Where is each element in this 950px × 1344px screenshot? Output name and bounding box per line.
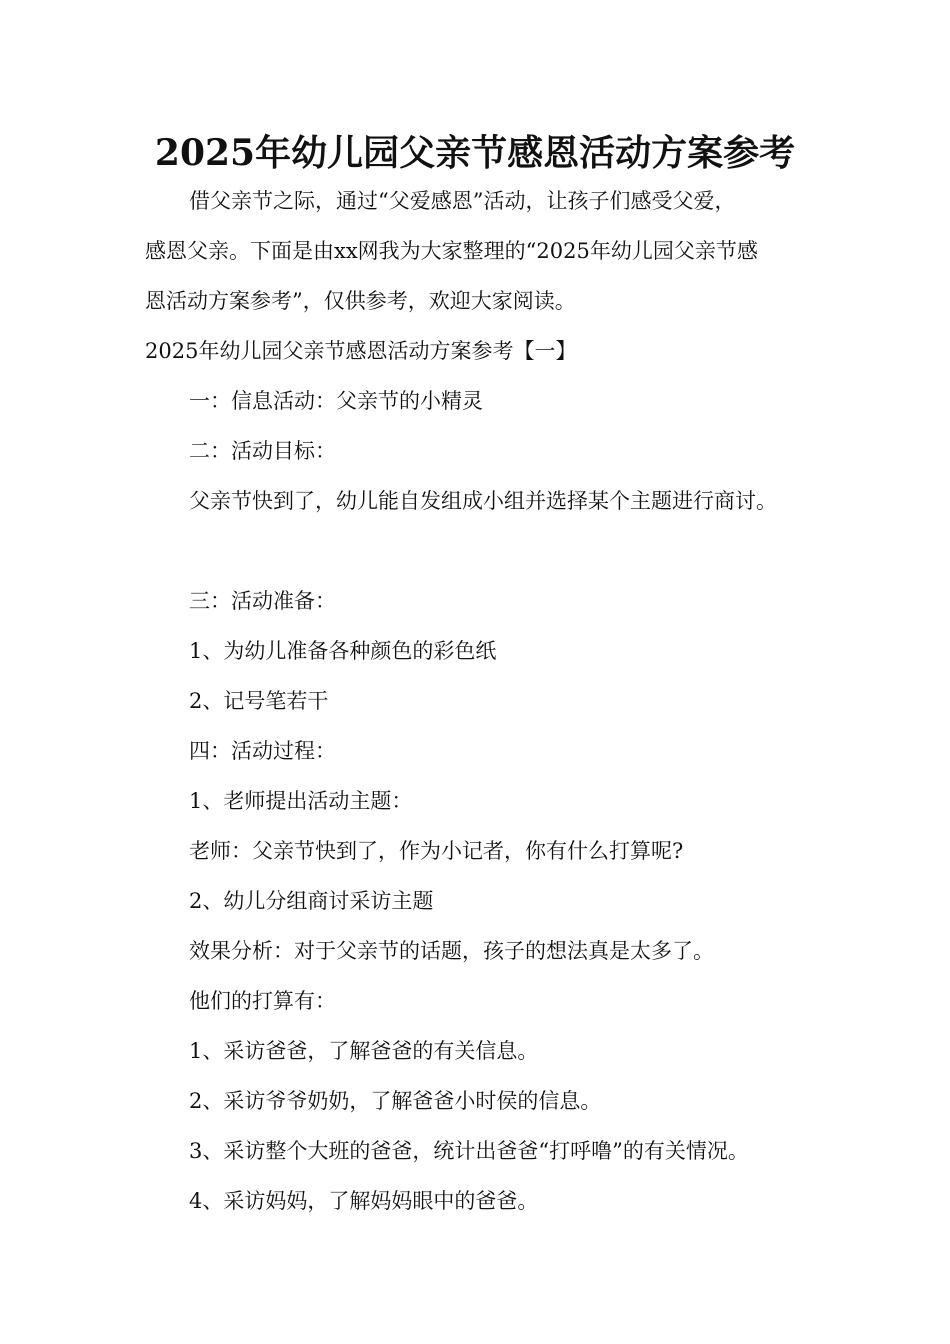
body-line-process-2: 2、幼儿分组商讨采访主题	[189, 889, 434, 913]
body-line-plan-4: 4、采访妈妈，了解妈妈眼中的爸爸。	[189, 1189, 539, 1213]
body-line-plan-1: 1、采访爸爸，了解爸爸的有关信息。	[189, 1039, 539, 1063]
body-line-prep-1: 1、为幼儿准备各种颜色的彩色纸	[189, 639, 497, 663]
body-line-plan-3: 3、采访整个大班的爸爸，统计出爸爸“打呼噜”的有关情况。	[189, 1139, 749, 1163]
body-line-activity-name: 一：信息活动：父亲节的小精灵	[189, 389, 483, 413]
body-line-plan-2: 2、采访爷爷奶奶，了解爸爸小时侯的信息。	[189, 1089, 602, 1113]
body-line-goal-heading: 二：活动目标：	[189, 439, 336, 463]
body-line-process-heading: 四：活动过程：	[189, 739, 336, 763]
body-line-teacher: 老师：父亲节快到了，作为小记者，你有什么打算呢?	[189, 839, 684, 863]
intro-line-1: 借父亲节之际，通过“父爱感恩”活动，让孩子们感受父爱，	[189, 189, 736, 213]
body-line-process-1: 1、老师提出活动主题：	[189, 789, 413, 813]
document-title: 2025年幼儿园父亲节感恩活动方案参考	[154, 132, 796, 174]
section-heading: 2025年幼儿园父亲节感恩活动方案参考【一】	[145, 339, 577, 363]
body-line-analysis: 效果分析：对于父亲节的话题，孩子的想法真是太多了。	[189, 939, 714, 963]
intro-line-3: 恩活动方案参考”，仅供参考，欢迎大家阅读。	[145, 289, 576, 313]
body-line-goal: 父亲节快到了，幼儿能自发组成小组并选择某个主题进行商讨。	[189, 489, 777, 513]
intro-line-2: 感恩父亲。下面是由xx网我为大家整理的“2025年幼儿园父亲节感	[145, 239, 758, 263]
body-line-prep-2: 2、记号笔若干	[189, 689, 329, 713]
body-line-plans-heading: 他们的打算有：	[189, 989, 336, 1013]
body-line-prep-heading: 三：活动准备：	[189, 589, 336, 613]
